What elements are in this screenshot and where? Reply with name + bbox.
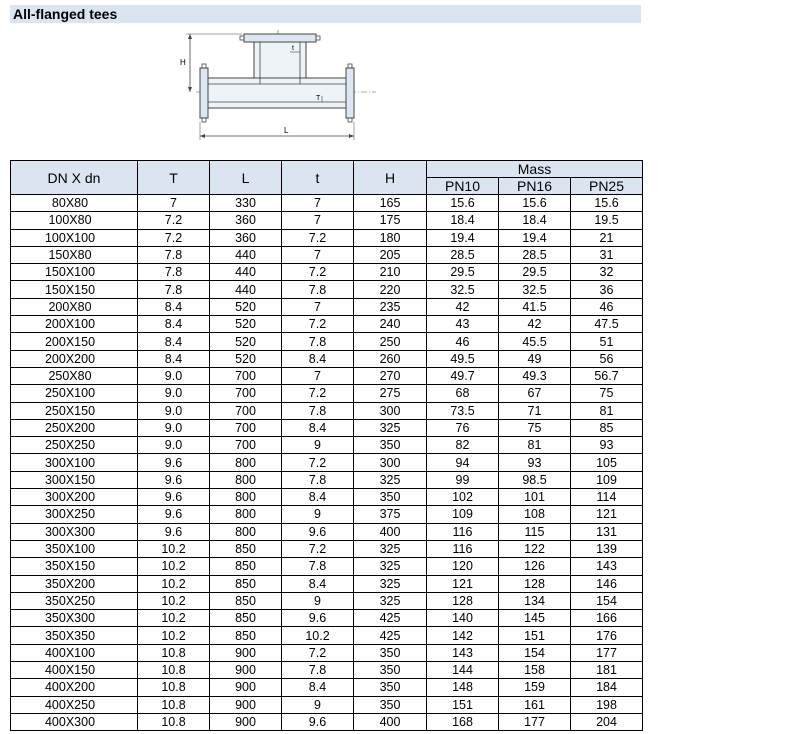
cell-l: 520	[210, 333, 282, 350]
cell-t-wall: 9.0	[138, 419, 210, 436]
cell-pn16: 93	[499, 454, 571, 471]
cell-l: 850	[210, 540, 282, 557]
cell-t: 7.2	[282, 644, 354, 661]
cell-t: 9	[282, 506, 354, 523]
cell-dn: 250X150	[11, 402, 138, 419]
cell-dn: 400X250	[11, 696, 138, 713]
cell-h: 300	[354, 454, 427, 471]
cell-pn25: 36	[571, 281, 643, 298]
cell-t: 9.6	[282, 523, 354, 540]
title-bar	[10, 5, 641, 23]
cell-h: 350	[354, 662, 427, 679]
dimension-label-h: H	[180, 58, 186, 67]
table-row	[11, 333, 643, 350]
cell-dn: 400X150	[11, 662, 138, 679]
cell-pn25: 181	[571, 662, 643, 679]
cell-t: 7	[282, 212, 354, 229]
cell-pn16: 29.5	[499, 264, 571, 281]
cell-l: 800	[210, 454, 282, 471]
cell-t: 7.8	[282, 558, 354, 575]
cell-pn16: 81	[499, 437, 571, 454]
cell-pn25: 176	[571, 627, 643, 644]
cell-t: 7.8	[282, 471, 354, 488]
cell-t: 7	[282, 246, 354, 263]
cell-t-wall: 8.4	[138, 316, 210, 333]
cell-t: 7.8	[282, 662, 354, 679]
cell-h: 325	[354, 471, 427, 488]
cell-h: 325	[354, 540, 427, 557]
cell-l: 520	[210, 350, 282, 367]
cell-h: 325	[354, 575, 427, 592]
cell-pn16: 159	[499, 679, 571, 696]
table-row	[11, 437, 643, 454]
cell-h: 400	[354, 713, 427, 730]
cell-dn: 350X350	[11, 627, 138, 644]
cell-dn: 200X150	[11, 333, 138, 350]
table-row	[11, 402, 643, 419]
cell-dn: 150X100	[11, 264, 138, 281]
cell-pn16: 154	[499, 644, 571, 661]
cell-pn10: 168	[427, 713, 499, 730]
table-row	[11, 523, 643, 540]
cell-t: 8.4	[282, 419, 354, 436]
cell-pn25: 166	[571, 610, 643, 627]
cell-l: 440	[210, 264, 282, 281]
cell-t-wall: 10.8	[138, 696, 210, 713]
cell-pn16: 151	[499, 627, 571, 644]
header-pn10: PN10	[427, 178, 499, 195]
cell-dn: 250X250	[11, 437, 138, 454]
header-mass: Mass	[427, 161, 643, 178]
table-row	[11, 195, 643, 212]
cell-dn: 350X200	[11, 575, 138, 592]
cell-dn: 250X80	[11, 367, 138, 384]
cell-h: 350	[354, 437, 427, 454]
table-row	[11, 558, 643, 575]
cell-dn: 300X300	[11, 523, 138, 540]
cell-pn16: 45.5	[499, 333, 571, 350]
cell-pn16: 42	[499, 316, 571, 333]
cell-pn25: 121	[571, 506, 643, 523]
cell-pn16: 108	[499, 506, 571, 523]
cell-t-wall: 10.2	[138, 540, 210, 557]
cell-t-wall: 8.4	[138, 298, 210, 315]
cell-pn10: 42	[427, 298, 499, 315]
cell-l: 700	[210, 437, 282, 454]
cell-pn10: 15.6	[427, 195, 499, 212]
cell-t: 7	[282, 367, 354, 384]
cell-h: 350	[354, 489, 427, 506]
cell-t-wall: 7.8	[138, 246, 210, 263]
cell-dn: 100X80	[11, 212, 138, 229]
cell-t: 9	[282, 592, 354, 609]
cell-pn16: 49	[499, 350, 571, 367]
cell-t-wall: 10.2	[138, 558, 210, 575]
cell-pn25: 131	[571, 523, 643, 540]
cell-dn: 300X250	[11, 506, 138, 523]
table-row	[11, 419, 643, 436]
cell-pn25: 56.7	[571, 367, 643, 384]
table-row	[11, 454, 643, 471]
header-t-wall: T	[138, 161, 210, 195]
cell-t-wall: 10.2	[138, 575, 210, 592]
cell-h: 235	[354, 298, 427, 315]
table-row	[11, 246, 643, 263]
cell-pn16: 15.6	[499, 195, 571, 212]
cell-t-wall: 10.8	[138, 644, 210, 661]
cell-t: 9	[282, 437, 354, 454]
cell-dn: 400X200	[11, 679, 138, 696]
cell-t-wall: 7.2	[138, 229, 210, 246]
cell-l: 700	[210, 402, 282, 419]
cell-h: 375	[354, 506, 427, 523]
cell-pn16: 67	[499, 385, 571, 402]
table-row	[11, 316, 643, 333]
cell-pn10: 142	[427, 627, 499, 644]
cell-t: 7	[282, 195, 354, 212]
cell-dn: 350X150	[11, 558, 138, 575]
cell-pn25: 177	[571, 644, 643, 661]
cell-l: 520	[210, 298, 282, 315]
cell-t: 7.2	[282, 385, 354, 402]
cell-h: 325	[354, 419, 427, 436]
cell-pn10: 148	[427, 679, 499, 696]
table-row	[11, 592, 643, 609]
cell-l: 360	[210, 229, 282, 246]
dimension-label-t-wall: T	[316, 95, 321, 102]
cell-pn10: 140	[427, 610, 499, 627]
cell-h: 275	[354, 385, 427, 402]
cell-pn25: 204	[571, 713, 643, 730]
cell-t: 7.2	[282, 264, 354, 281]
cell-t-wall: 9.6	[138, 506, 210, 523]
cell-t-wall: 7.8	[138, 281, 210, 298]
cell-pn16: 71	[499, 402, 571, 419]
cell-h: 270	[354, 367, 427, 384]
cell-l: 700	[210, 367, 282, 384]
cell-pn16: 18.4	[499, 212, 571, 229]
table-row	[11, 489, 643, 506]
cell-l: 900	[210, 696, 282, 713]
cell-pn10: 120	[427, 558, 499, 575]
cell-pn10: 49.7	[427, 367, 499, 384]
cell-dn: 400X300	[11, 713, 138, 730]
cell-t: 9	[282, 696, 354, 713]
cell-l: 700	[210, 385, 282, 402]
cell-pn25: 31	[571, 246, 643, 263]
cell-t-wall: 9.6	[138, 489, 210, 506]
header-pn25: PN25	[571, 178, 643, 195]
cell-t-wall: 9.6	[138, 471, 210, 488]
cell-l: 900	[210, 662, 282, 679]
cell-pn10: 94	[427, 454, 499, 471]
cell-pn25: 21	[571, 229, 643, 246]
header-dn: DN X dn	[11, 161, 138, 195]
cell-pn25: 81	[571, 402, 643, 419]
cell-t-wall: 9.0	[138, 367, 210, 384]
cell-h: 425	[354, 610, 427, 627]
cell-t: 8.4	[282, 489, 354, 506]
cell-h: 220	[354, 281, 427, 298]
cell-l: 520	[210, 316, 282, 333]
table-row	[11, 696, 643, 713]
cell-pn10: 43	[427, 316, 499, 333]
cell-pn16: 41.5	[499, 298, 571, 315]
cell-pn16: 49.3	[499, 367, 571, 384]
cell-pn25: 47.5	[571, 316, 643, 333]
table-row	[11, 264, 643, 281]
cell-pn25: 198	[571, 696, 643, 713]
cell-l: 360	[210, 212, 282, 229]
cell-h: 210	[354, 264, 427, 281]
cell-l: 440	[210, 246, 282, 263]
cell-pn10: 19.4	[427, 229, 499, 246]
cell-pn16: 122	[499, 540, 571, 557]
cell-pn25: 56	[571, 350, 643, 367]
cell-dn: 100X100	[11, 229, 138, 246]
cell-l: 850	[210, 610, 282, 627]
cell-pn16: 145	[499, 610, 571, 627]
cell-h: 175	[354, 212, 427, 229]
cell-dn: 300X150	[11, 471, 138, 488]
table-row	[11, 627, 643, 644]
cell-t: 7.8	[282, 333, 354, 350]
cell-pn10: 99	[427, 471, 499, 488]
cell-h: 350	[354, 679, 427, 696]
cell-pn10: 73.5	[427, 402, 499, 419]
cell-pn10: 121	[427, 575, 499, 592]
cell-dn: 250X100	[11, 385, 138, 402]
cell-pn16: 128	[499, 575, 571, 592]
cell-t-wall: 7.2	[138, 212, 210, 229]
cell-l: 850	[210, 592, 282, 609]
table-row	[11, 662, 643, 679]
cell-pn25: 184	[571, 679, 643, 696]
cell-pn10: 116	[427, 523, 499, 540]
cell-l: 850	[210, 627, 282, 644]
cell-pn10: 29.5	[427, 264, 499, 281]
cell-pn10: 76	[427, 419, 499, 436]
cell-h: 400	[354, 523, 427, 540]
cell-h: 425	[354, 627, 427, 644]
cell-t-wall: 9.0	[138, 402, 210, 419]
cell-dn: 250X200	[11, 419, 138, 436]
table-row	[11, 540, 643, 557]
cell-dn: 80X80	[11, 195, 138, 212]
cell-t: 7.2	[282, 454, 354, 471]
cell-pn10: 144	[427, 662, 499, 679]
cell-pn25: 93	[571, 437, 643, 454]
cell-pn10: 18.4	[427, 212, 499, 229]
cell-pn16: 126	[499, 558, 571, 575]
cell-pn25: 105	[571, 454, 643, 471]
cell-t: 7	[282, 298, 354, 315]
tee-drawing	[176, 30, 376, 146]
cell-t: 8.4	[282, 575, 354, 592]
cell-t-wall: 10.2	[138, 592, 210, 609]
table-row	[11, 212, 643, 229]
cell-t-wall: 7.8	[138, 264, 210, 281]
cell-pn16: 28.5	[499, 246, 571, 263]
spec-table-body	[11, 195, 643, 731]
cell-dn: 400X100	[11, 644, 138, 661]
cell-dn: 350X300	[11, 610, 138, 627]
cell-h: 350	[354, 696, 427, 713]
cell-pn25: 19.5	[571, 212, 643, 229]
cell-h: 325	[354, 558, 427, 575]
table-row	[11, 575, 643, 592]
cell-l: 700	[210, 419, 282, 436]
header-l: L	[210, 161, 282, 195]
cell-pn16: 134	[499, 592, 571, 609]
cell-pn10: 82	[427, 437, 499, 454]
cell-t-wall: 8.4	[138, 333, 210, 350]
cell-pn16: 161	[499, 696, 571, 713]
table-row	[11, 679, 643, 696]
cell-l: 800	[210, 471, 282, 488]
cell-l: 850	[210, 558, 282, 575]
header-pn16: PN16	[499, 178, 571, 195]
cell-t-wall: 10.2	[138, 610, 210, 627]
cell-h: 180	[354, 229, 427, 246]
cell-t: 9.6	[282, 713, 354, 730]
cell-t-wall: 9.0	[138, 437, 210, 454]
cell-pn25: 85	[571, 419, 643, 436]
cell-t-wall: 7	[138, 195, 210, 212]
table-row	[11, 506, 643, 523]
cell-h: 165	[354, 195, 427, 212]
cell-t: 7.2	[282, 540, 354, 557]
cell-t: 8.4	[282, 679, 354, 696]
header-h: H	[354, 161, 427, 195]
cell-pn10: 68	[427, 385, 499, 402]
cell-t-wall: 10.2	[138, 627, 210, 644]
cell-pn10: 102	[427, 489, 499, 506]
cell-t: 7.8	[282, 402, 354, 419]
cell-h: 260	[354, 350, 427, 367]
cell-pn25: 15.6	[571, 195, 643, 212]
cell-t: 7.2	[282, 229, 354, 246]
cell-dn: 150X80	[11, 246, 138, 263]
cell-h: 300	[354, 402, 427, 419]
cell-dn: 350X250	[11, 592, 138, 609]
cell-t-wall: 9.6	[138, 523, 210, 540]
cell-t: 10.2	[282, 627, 354, 644]
cell-pn25: 154	[571, 592, 643, 609]
cell-dn: 200X200	[11, 350, 138, 367]
cell-pn10: 28.5	[427, 246, 499, 263]
cell-pn25: 51	[571, 333, 643, 350]
cell-dn: 300X200	[11, 489, 138, 506]
cell-pn25: 139	[571, 540, 643, 557]
cell-t: 9.6	[282, 610, 354, 627]
cell-t-wall: 10.8	[138, 662, 210, 679]
cell-l: 800	[210, 506, 282, 523]
cell-h: 250	[354, 333, 427, 350]
cell-t: 7.2	[282, 316, 354, 333]
cell-pn25: 75	[571, 385, 643, 402]
cell-pn10: 143	[427, 644, 499, 661]
cell-pn10: 151	[427, 696, 499, 713]
table-row	[11, 350, 643, 367]
cell-pn25: 109	[571, 471, 643, 488]
cell-t-wall: 10.8	[138, 679, 210, 696]
cell-pn16: 101	[499, 489, 571, 506]
cell-h: 325	[354, 592, 427, 609]
table-row	[11, 610, 643, 627]
cell-dn: 150X150	[11, 281, 138, 298]
cell-pn10: 109	[427, 506, 499, 523]
spec-table	[10, 160, 643, 731]
cell-pn16: 115	[499, 523, 571, 540]
cell-pn16: 19.4	[499, 229, 571, 246]
table-row	[11, 229, 643, 246]
page-title: All-flanged tees	[13, 6, 118, 22]
cell-pn16: 98.5	[499, 471, 571, 488]
cell-l: 440	[210, 281, 282, 298]
cell-pn10: 32.5	[427, 281, 499, 298]
cell-l: 800	[210, 489, 282, 506]
table-row	[11, 713, 643, 730]
cell-t: 7.8	[282, 281, 354, 298]
table-row	[11, 644, 643, 661]
cell-l: 850	[210, 575, 282, 592]
cell-pn25: 146	[571, 575, 643, 592]
cell-pn16: 75	[499, 419, 571, 436]
cell-pn16: 32.5	[499, 281, 571, 298]
table-row	[11, 385, 643, 402]
cell-l: 900	[210, 713, 282, 730]
cell-h: 350	[354, 644, 427, 661]
cell-pn10: 128	[427, 592, 499, 609]
cell-pn10: 46	[427, 333, 499, 350]
cell-pn25: 46	[571, 298, 643, 315]
cell-dn: 300X100	[11, 454, 138, 471]
cell-h: 240	[354, 316, 427, 333]
cell-t-wall: 8.4	[138, 350, 210, 367]
cell-l: 800	[210, 523, 282, 540]
cell-dn: 200X100	[11, 316, 138, 333]
cell-pn25: 143	[571, 558, 643, 575]
cell-l: 900	[210, 679, 282, 696]
table-row	[11, 471, 643, 488]
cell-pn16: 177	[499, 713, 571, 730]
table-row	[11, 281, 643, 298]
cell-pn16: 158	[499, 662, 571, 679]
cell-t-wall: 9.0	[138, 385, 210, 402]
dimension-label-t: t	[292, 45, 294, 52]
cell-dn: 200X80	[11, 298, 138, 315]
cell-t-wall: 9.6	[138, 454, 210, 471]
cell-t: 8.4	[282, 350, 354, 367]
cell-pn10: 116	[427, 540, 499, 557]
cell-pn10: 49.5	[427, 350, 499, 367]
cell-dn: 350X100	[11, 540, 138, 557]
cell-h: 205	[354, 246, 427, 263]
cell-l: 900	[210, 644, 282, 661]
cell-pn25: 32	[571, 264, 643, 281]
table-row	[11, 367, 643, 384]
cell-l: 330	[210, 195, 282, 212]
cell-pn25: 114	[571, 489, 643, 506]
cell-t-wall: 10.8	[138, 713, 210, 730]
dimension-label-l: L	[284, 126, 289, 135]
header-t: t	[282, 161, 354, 195]
table-row	[11, 298, 643, 315]
